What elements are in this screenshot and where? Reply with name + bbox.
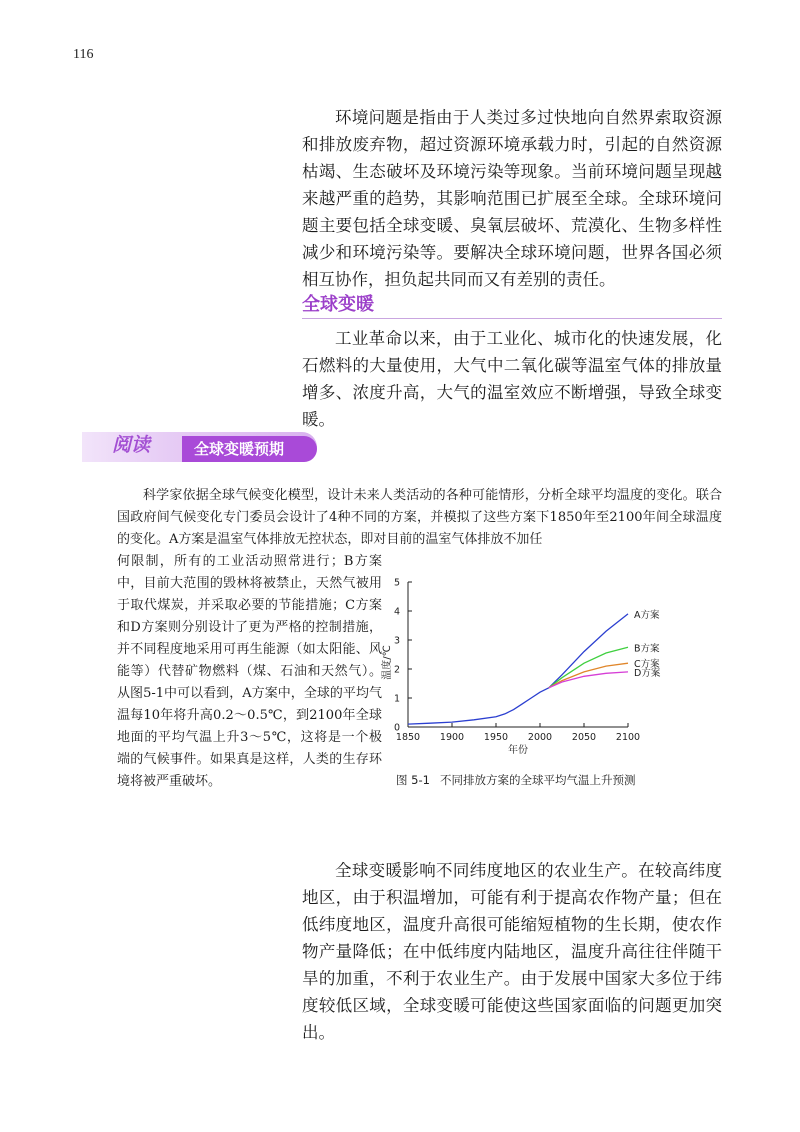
x-tick-label: 2100 (615, 732, 641, 743)
figure-caption-text: 不同排放方案的全球平均气温上升预测 (439, 773, 636, 787)
y-ticks (394, 578, 412, 734)
x-axis-label: 年份 (508, 745, 528, 756)
temperature-projection-chart (382, 572, 728, 767)
series-label-2: B方案 (634, 643, 660, 655)
chart-axes (408, 582, 628, 727)
reading-side-text: 何限制，所有的工业活动照常进行；B方案中，目前大范围的毁林将被禁止，天然气被用于取代煤炭，并采取必要的节能措施；C方案和D方案则分别设计了更为严格的控制措施，并不同程度地采用可再生能源（如太阳能、风能等）代替矿物燃料（煤、石油和天然气）。从图5-1中可以看到，A方案中，全球的平均气温每10年将升高0.2～0.5℃，到2100年全球地面的平均气温上升3～5℃，这将是一个极端的气候事件。如果真是这样，人类的生存环境将被严重破坏。 (117, 554, 382, 789)
y-tick-label: 2 (393, 664, 400, 676)
x-tick-label: 2000 (527, 732, 553, 743)
x-tick-label: 1950 (483, 732, 509, 743)
y-tick-label: 1 (393, 693, 400, 705)
x-tick-label: 1900 (439, 732, 465, 743)
series-labels (634, 609, 661, 679)
y-tick-label: 3 (393, 635, 400, 647)
series-label-1: A方案 (634, 609, 660, 621)
figure-number: 图 5-1 (396, 773, 430, 787)
figure-caption (396, 772, 635, 788)
series-line-4 (549, 672, 628, 688)
y-tick-label: 0 (393, 722, 400, 734)
section-title: 全球变暖 (302, 294, 374, 315)
section-paragraph: 工业革命以来，由于工业化、城市化的快速发展，化石燃料的大量使用，大气中二氧化碳等温室气体的排放量增多、浓度升高，大气的温室效应不断增强，导致全球变暖。 (302, 329, 722, 429)
x-ticks (393, 722, 641, 743)
x-tick-label: 2050 (571, 732, 597, 743)
historical-line (408, 688, 549, 724)
reading-banner (82, 432, 317, 462)
reading-title-box (182, 436, 317, 462)
reading-title: 全球变暖预期 (194, 440, 285, 458)
y-tick-label: 5 (393, 577, 400, 589)
y-tick-label: 4 (393, 606, 400, 618)
reading-label: 阅读 (112, 434, 151, 456)
final-paragraph: 全球变暖影响不同纬度地区的农业生产。在较高纬度地区，由于积温增加，可能有利于提高农作物产量；但在低纬度地区，温度升高很可能缩短植物的生长期，使农作物产量降低；在中低纬度内陆地区，温度升高往往伴随干旱的加重，不利于农业生产。由于发展中国家大多位于纬度较低区域，全球变暖可能使这些国家面临的问题更加突出。 (302, 861, 722, 1042)
figure-5-1 (382, 572, 728, 807)
section-divider (302, 318, 722, 319)
page-number: 116 (73, 47, 94, 62)
reading-intro-text: 科学家依据全球气候变化模型，设计未来人类活动的各种可能情形，分析全球平均温度的变化。联合国政府间气候变化专门委员会设计了4种不同的方案，并模拟了这些方案下1850年至2100年间全球温度的变化。A方案是温室气体排放无控状态，即对目前的温室气体排放不加任 (117, 488, 722, 547)
x-tick-label: 1850 (395, 732, 421, 743)
series-label-3: C方案 (634, 659, 660, 671)
series-lines (408, 614, 628, 724)
series-label-4: D方案 (634, 667, 661, 679)
intro-paragraph: 环境问题是指由于人类过多过快地向自然界索取资源和排放废弃物，超过资源环境承载力时，引起的自然资源枯竭、生态破坏及环境污染等现象。当前环境问题呈现越来越严重的趋势，其影响范围已扩展至全球。全球环境问题主要包括全球变暖、臭氧层破坏、荒漠化、生物多样性减少和环境污染等。要解决全球环境问题，世界各国必须相互协作，担负起共同而又有差别的责任。 (302, 108, 722, 289)
y-axis-label: 温度/℃ (382, 645, 393, 680)
